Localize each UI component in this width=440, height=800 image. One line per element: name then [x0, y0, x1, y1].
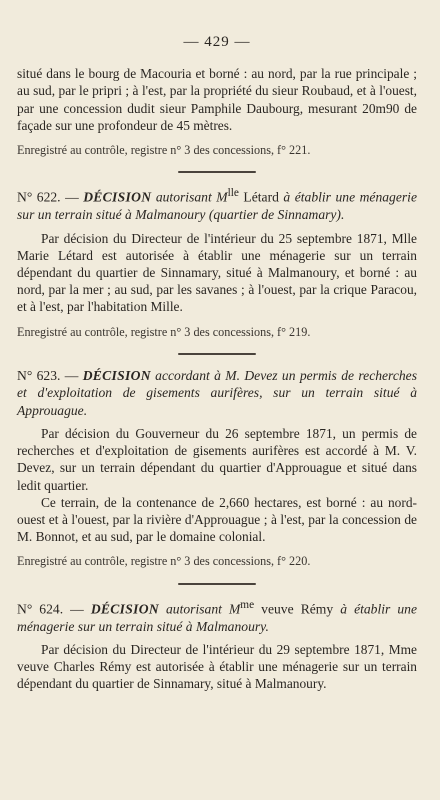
dash: —	[60, 189, 84, 205]
title-superscript: me	[240, 598, 255, 611]
decision-entry-624	[17, 597, 417, 693]
decision-verb: autorisant M	[158, 601, 241, 617]
decision-verb: accordant à M. Devez	[150, 367, 282, 383]
section-divider	[178, 353, 256, 355]
decision-body: Par décision du Gouverneur du 26 septembre 1871, un permis de recherches et d'exploitation de gisements aurifères est accordé à M. V. Devez, sur un terrain dépendant du quartier d'Approuague et situé dans ledit quartier.	[17, 426, 417, 493]
document-page	[17, 34, 417, 693]
decision-keyword: DÉCISION	[90, 601, 159, 617]
decision-heading	[17, 367, 417, 419]
beneficiary: Létard	[238, 189, 284, 205]
decision-keyword: DÉCISION	[83, 189, 152, 205]
dash: —	[63, 601, 91, 617]
decision-object: un permis de recherches et d'exploitation de gisements aurifères, sur un terrain situé à Approuague.	[17, 367, 417, 418]
decision-entry-623	[17, 367, 417, 571]
decision-keyword: DÉCISION	[82, 367, 151, 383]
page-number: — 429 —	[183, 34, 251, 50]
registration-note: Enregistré au contrôle, registre n° 3 des concessions, f° 219.	[17, 324, 311, 339]
decision-body-continued: Ce terrain, de la contenance de 2,660 hectares, est borné : au nord-ouest et à l'ouest, par la rivière d'Approuague ; à l'est, par la concession de M. Bonnot, et au sud, par le domaine colonial.	[17, 494, 417, 545]
decision-object: à établir une ménagerie sur un terrain situé à Malmanoury (quartier de Sinnamary).	[17, 189, 417, 223]
decision-body: Par décision du Directeur de l'intérieur du 25 septembre 1871, Mlle Marie Létard est autorisée à établir une ménagerie sur un terrain dépendant du quartier de Sinnamary, situé à Malmanoury, et borné : au nord, par la mer ; au sud, par les savanes ; à l'ouest, par la crique Paracou, et à l'est, par l'habitation Mille.	[17, 230, 417, 315]
decision-entry-622	[17, 185, 417, 341]
dash: —	[60, 367, 83, 383]
decision-number: N° 623.	[17, 367, 61, 383]
decision-object: à établir une ménagerie sur un terrain situé à Malmanoury.	[17, 601, 417, 634]
registration-note: Enregistré au contrôle, registre n° 3 des concessions, f° 220.	[17, 554, 311, 569]
section-divider	[178, 171, 256, 173]
continuation-paragraph: situé dans le bourg de Macouria et borné : au nord, par la rue principale ; au sud, par le pripri ; à l'est, par la propriété du sieur Roubaud, et à l'ouest, par une concession dudit sieur Pamphile Daubourg, mesurant 20m90 de façade sur une profondeur de 45 mètres.	[17, 66, 417, 133]
decision-verb: autorisant M	[151, 189, 228, 205]
decision-number: N° 622.	[17, 189, 61, 205]
decision-body: Par décision du Directeur de l'intérieur du 29 septembre 1871, Mme veuve Charles Rémy est autorisée à établir une ménagerie sur un terrain dépendant du quartier de Sinnamary, situé à Malmanoury.	[17, 641, 417, 692]
beneficiary: veuve Rémy	[254, 601, 341, 617]
registration-note: Enregistré au contrôle, registre n° 3 des concessions, f° 221.	[17, 143, 311, 158]
decision-number: N° 624.	[17, 601, 64, 617]
decision-heading	[17, 185, 417, 223]
title-superscript: lle	[227, 187, 239, 200]
decision-heading	[17, 597, 417, 635]
section-divider	[178, 583, 256, 585]
